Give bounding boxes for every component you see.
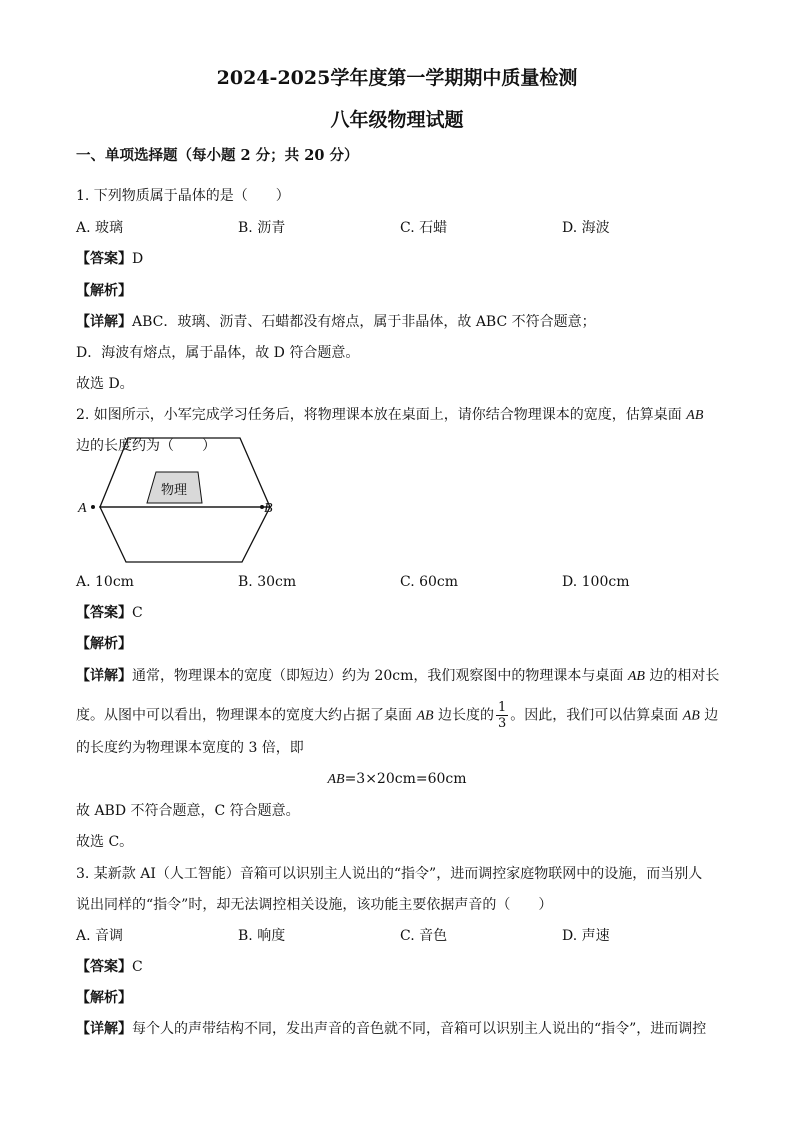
question-2-answer — [76, 603, 143, 623]
question-1-answer — [76, 249, 143, 269]
question-2-equation — [0, 769, 794, 790]
desk-figure — [70, 432, 300, 572]
question-1-detail-2: D．海波有熔点，属于晶体，故 D 符合题意。 — [76, 345, 360, 361]
question-3-option-d: D. 声速 — [562, 928, 610, 944]
question-3-option-b: B. 响度 — [238, 928, 286, 944]
answer-value: D — [132, 251, 144, 267]
question-1-analysis-tag: 【解析】 — [76, 283, 132, 299]
answer-tag: 【答案】 — [76, 605, 132, 621]
question-2-option-a: A. 10cm — [76, 574, 134, 590]
stem-text: 2. 如图所示，小军完成学习任务后，将物理课本放在桌面上，请你结合物理课本的宽度，估算桌面 — [76, 407, 687, 423]
question-1-option-d: D. 海波 — [562, 220, 610, 236]
label-a: A — [78, 501, 87, 516]
fraction-one-third — [496, 700, 508, 731]
equation-ab: AB — [327, 772, 345, 787]
detail-tag: 【详解】 — [76, 1021, 132, 1037]
detail-ab: AB — [682, 708, 700, 724]
question-1-detail-1 — [76, 312, 596, 332]
detail-tag: 【详解】 — [76, 668, 132, 684]
question-2-option-b: B. 30cm — [238, 574, 297, 590]
question-1-conclusion: 故选 D。 — [76, 376, 134, 392]
detail-text: ABC．玻璃、沥青、石蜡都没有熔点，属于非晶体，故 ABC 不符合题意； — [132, 314, 596, 330]
question-1-option-a: A. 玻璃 — [76, 220, 124, 236]
question-2-conclusion: 故选 C。 — [76, 834, 134, 850]
question-3-stem-1: 3. 某新款 AI（人工智能）音箱可以识别主人说出的“指令”，进而调控家庭物联网中的设施，而当别人 — [76, 866, 703, 882]
detail-text: 通常，物理课本的宽度（即短边）约为 20cm，我们观察图中的物理课本与桌面 — [132, 668, 628, 684]
book-label: 物理 — [160, 483, 188, 498]
detail-text: 。因此，我们可以估算桌面 — [510, 707, 683, 724]
document-title: 2024-2025学年度第一学期期中质量检测 — [216, 67, 578, 89]
question-2-stem-1 — [76, 405, 703, 426]
question-2-analysis-tag: 【解析】 — [76, 636, 132, 652]
equation-rhs: =3×20cm=60cm — [344, 771, 467, 787]
question-3-option-c: C. 音色 — [400, 928, 448, 944]
detail-text: 边的相对长 — [644, 668, 720, 684]
detail-ab: AB — [416, 708, 434, 724]
label-b: B — [264, 501, 273, 516]
question-2-detail-1 — [76, 666, 719, 687]
detail-text: 边 — [699, 707, 719, 724]
question-3-detail-1 — [76, 1019, 706, 1039]
question-2-detail-3: 的长度约为物理课本宽度的 3 倍，即 — [76, 740, 304, 756]
detail-tag: 【详解】 — [76, 314, 132, 330]
question-2-option-c: C. 60cm — [400, 574, 459, 590]
question-1-stem: 1. 下列物质属于晶体的是（ ） — [76, 188, 290, 204]
answer-tag: 【答案】 — [76, 251, 132, 267]
point-a — [91, 505, 95, 509]
question-2-detail-2 — [76, 700, 718, 732]
question-2-stem-2: 边的长度约为（ ） — [76, 438, 216, 454]
question-3-option-a: A. 音调 — [76, 928, 124, 944]
question-1-option-b: B. 沥青 — [238, 220, 286, 236]
section-heading: 一、单项选择题（每小题 2 分；共 20 分） — [76, 147, 359, 164]
question-3-stem-2: 说出同样的“指令”时，却无法调控相关设施，该功能主要依据声音的（ ） — [76, 897, 553, 913]
question-1-option-c: C. 石蜡 — [400, 220, 448, 236]
detail-ab: AB — [627, 669, 645, 684]
question-3-analysis-tag: 【解析】 — [76, 990, 132, 1006]
detail-text: 边长度的 — [433, 707, 495, 724]
answer-value: C — [132, 605, 143, 621]
document-subtitle: 八年级物理试题 — [330, 109, 464, 131]
desk-bottom — [100, 507, 270, 562]
answer-value: C — [132, 959, 143, 975]
fraction-denominator: 3 — [498, 716, 507, 731]
question-2-option-d: D. 100cm — [562, 574, 630, 590]
question-3-answer — [76, 957, 143, 977]
fraction-numerator: 1 — [498, 700, 507, 715]
detail-text: 每个人的声带结构不同，发出声音的音色就不同，音箱可以识别主人说出的“指令”，进而调控 — [132, 1021, 707, 1037]
stem-ab: AB — [686, 408, 704, 423]
detail-text: 度。从图中可以看出，物理课本的宽度大约占据了桌面 — [76, 707, 417, 724]
answer-tag: 【答案】 — [76, 959, 132, 975]
question-2-detail-4: 故 ABD 不符合题意，C 符合题意。 — [76, 803, 300, 819]
